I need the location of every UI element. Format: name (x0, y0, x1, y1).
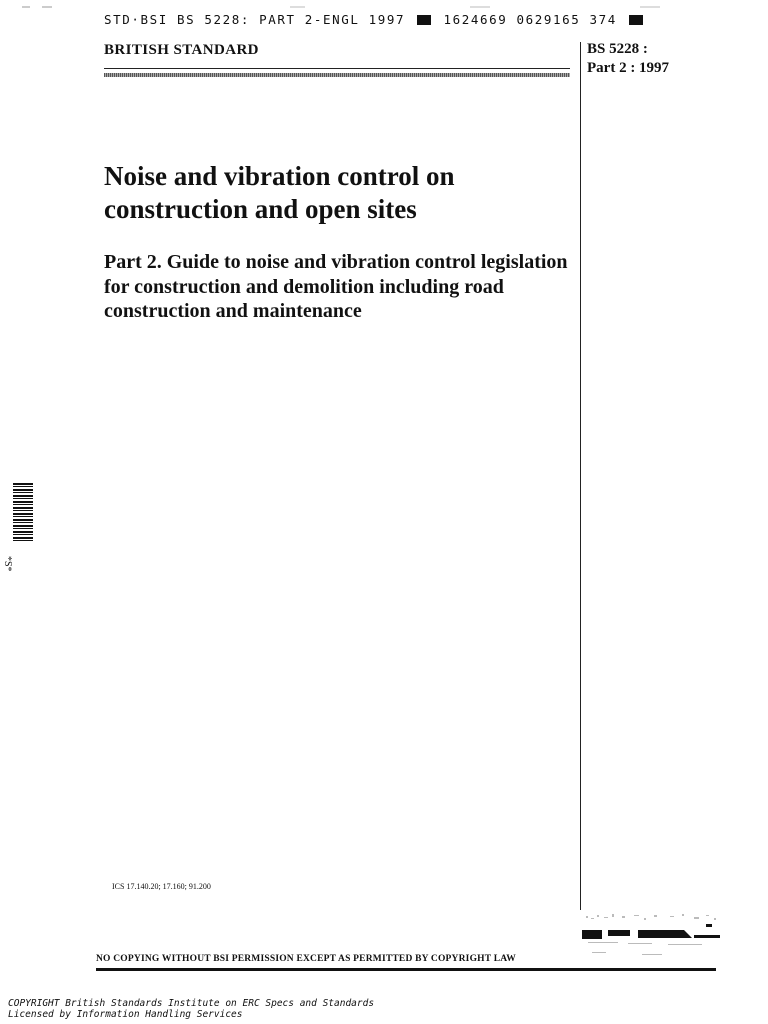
code-block-mark-end (629, 15, 643, 25)
copyright-notice: NO COPYING WITHOUT BSI PERMISSION EXCEPT AS PERMITTED BY COPYRIGHT LAW (96, 954, 516, 964)
standard-number: BS 5228 : (587, 41, 648, 57)
bsi-kitemark-logo (582, 912, 722, 968)
footer-copyright (8, 998, 374, 1020)
header-rule-thick (104, 73, 570, 77)
code-block-mark (417, 15, 431, 25)
standard-part-year: Part 2 : 1997 (587, 60, 670, 76)
document-code-num3: 374 (589, 12, 617, 27)
document-code-text: STD·BSI BS 5228: PART 2-ENGL 1997 (104, 12, 406, 27)
ics-codes: ICS 17.140.20; 17.160; 91.200 (112, 882, 211, 891)
margin-side-text: *S* (2, 556, 13, 572)
british-standard-label: BRITISH STANDARD (104, 42, 259, 58)
header-rule-thin (104, 68, 570, 69)
bottom-rule (96, 968, 716, 971)
document-subtitle: Part 2. Guide to noise and vibration control legislation for construction and demolition including road construction and maintenance (104, 251, 568, 322)
footer-line-1: COPYRIGHT British Standards Institute on ERC Specs and Standards (8, 998, 375, 1009)
document-code-header (104, 12, 646, 27)
document-title: Noise and vibration control on construction and open sites (104, 161, 455, 224)
vertical-divider (580, 42, 581, 910)
scan-marks (0, 6, 768, 8)
standard-number-block (587, 40, 669, 78)
barcode-icon (13, 483, 33, 543)
document-code-num2: 0629165 (516, 12, 581, 27)
footer-line-2: Licensed by Information Handling Services (8, 1009, 243, 1020)
document-code-num1: 1624669 (443, 12, 508, 27)
